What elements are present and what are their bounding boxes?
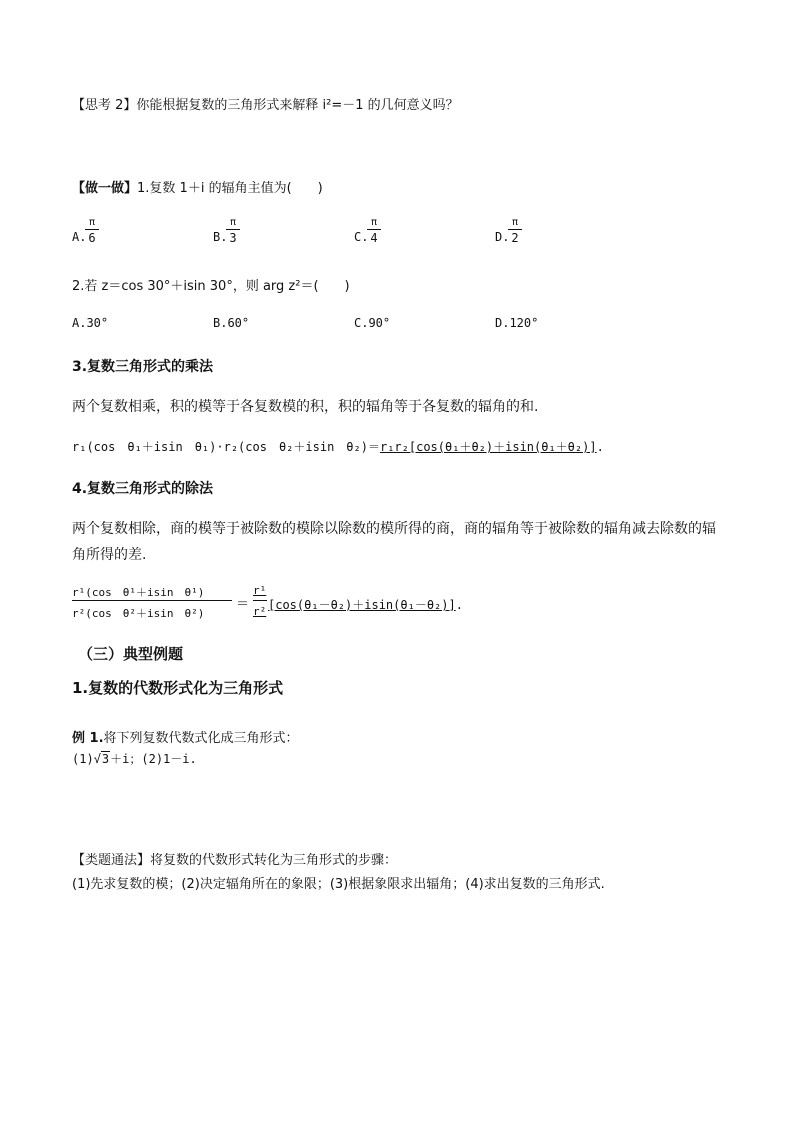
div-frac-num: r¹(cos θ¹＋isin θ¹): [72, 586, 205, 599]
div-eq: ＝: [236, 597, 250, 612]
div-r-num: r¹: [253, 584, 267, 597]
option-c-fraction: [367, 216, 381, 246]
div-r-bar: [253, 600, 267, 601]
div-frac-bar: [72, 600, 232, 601]
examples-subheading: 1.复数的代数形式化为三角形式: [72, 679, 284, 697]
q2-option-c: C.90°: [354, 316, 391, 330]
div-title: 4.复数三角形式的除法: [72, 481, 214, 497]
method-line: [72, 849, 397, 868]
example-1-text: 将下列复数代数式化成三角形式：: [103, 731, 299, 746]
div-rest-expr: [cos(θ₁－θ₂)＋isin(θ₁－θ₂)]: [268, 598, 456, 612]
option-a-fraction: [85, 216, 99, 246]
mult-desc: 两个复数相乘，积的模等于各复数模的积，积的辐角等于各复数的辐角的和.: [72, 399, 539, 415]
example-1-tag: 例 1.: [72, 731, 104, 746]
option-d-num: π: [511, 217, 519, 228]
option-c-num: π: [370, 217, 378, 228]
div-desc-line1: 两个复数相除，商的模等于被除数的模除以除数的模所得的商，商的辐角等于被除数的辐角减去除数的辐: [72, 521, 716, 537]
option-b-num: π: [229, 217, 237, 228]
mult-formula-end: .: [596, 440, 604, 454]
example-1-line: [72, 727, 299, 746]
option-b-den: 3: [229, 231, 237, 245]
mult-formula-right: r₁r₂[cos(θ₁＋θ₂)＋isin(θ₁＋θ₂)]: [379, 440, 597, 454]
div-rest: [268, 596, 463, 613]
option-a-letter: A.: [72, 230, 87, 244]
mult-formula: [72, 438, 604, 455]
think-2-tag: 【思考 2】: [72, 98, 137, 113]
option-c-letter: C.: [354, 230, 369, 244]
method-steps: (1)先求复数的模；(2)决定辐角所在的象限；(3)根据象限求出辐角；(4)求出复数的三角形式.: [72, 877, 605, 892]
div-rest-end: .: [455, 598, 463, 612]
example-1-part1-post: ＋i；(2)1－i.: [110, 752, 197, 766]
sqrt-3: √3: [93, 752, 110, 766]
q2-option-b: B.60°: [213, 316, 250, 330]
option-b-fraction: [226, 216, 240, 246]
method-tag: 【类题通法】: [72, 853, 151, 868]
div-desc-line2: 角所得的差.: [72, 547, 147, 563]
example-1-parts: [72, 750, 197, 767]
try-q2-text: 2.若 z＝cos 30°＋isin 30°，则 arg z²＝( ): [72, 279, 350, 294]
examples-heading: （三）典型例题: [78, 645, 184, 663]
option-c-den: 4: [370, 231, 378, 245]
q2-option-a: A.30°: [72, 316, 109, 330]
try-q1-line: [72, 177, 323, 196]
mult-formula-left: r₁(cos θ₁＋isin θ₁)·r₂(cos θ₂＋isin θ₂)＝: [72, 440, 380, 454]
think-2-text: 你能根据复数的三角形式来解释 i²=－1 的几何意义吗？: [136, 98, 459, 113]
option-a-num: π: [88, 217, 96, 228]
sqrt-3-radicand: 3: [101, 752, 110, 766]
option-b-letter: B.: [213, 230, 228, 244]
try-tag: 【做一做】: [72, 181, 138, 196]
div-frac-den: r²(cos θ²＋isin θ²): [72, 607, 205, 620]
try-q1-text: 1.复数 1＋i 的辐角主值为( ): [137, 181, 323, 196]
mult-title: 3.复数三角形式的乘法: [72, 359, 214, 375]
div-r-den: r²: [253, 605, 267, 618]
option-a-den: 6: [88, 231, 96, 245]
method-text: 将复数的代数形式转化为三角形式的步骤：: [150, 853, 398, 868]
option-d-fraction: [508, 216, 522, 246]
example-1-part1-pre: (1): [72, 752, 94, 766]
option-d-den: 2: [511, 231, 519, 245]
think-2-line: [72, 94, 459, 113]
q2-option-d: D.120°: [495, 316, 539, 330]
option-d-letter: D.: [495, 230, 510, 244]
